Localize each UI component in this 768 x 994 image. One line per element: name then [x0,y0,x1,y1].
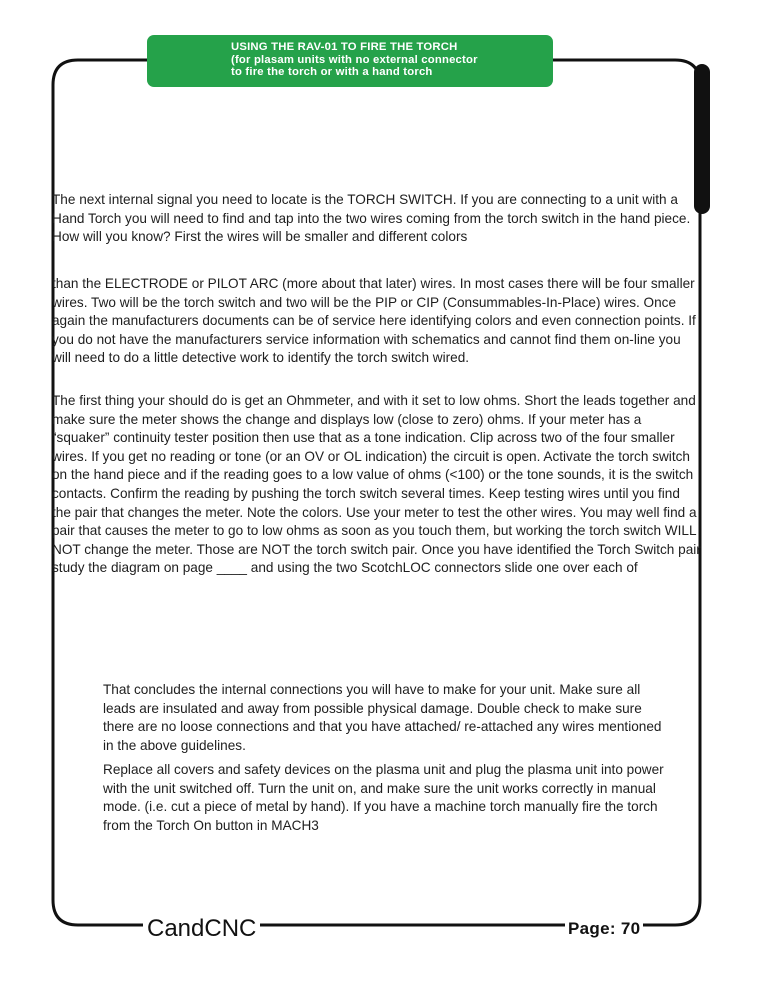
header-subtitle-2: to fire the torch or with a hand torch [231,66,433,78]
paragraph-torch-switch-intro: The next internal signal you need to locate is the TORCH SWITCH. If you are connecting to a unit with a Hand Torch you will need to find and tap into the two wires coming from the torch switch in the hand piece. How will you know? First the wires will be smaller and different colors [52,192,691,245]
section-header [147,35,553,87]
paragraph-wire-identification: than the ELECTRODE or PILOT ARC (more about that later) wires. In most cases there will be four smaller wires. Two will be the torch switch and two will be the PIP or CIP (Consummables-In-Place) wires. Once again the manufacturers documents can be of service here identifying colors and even connection points. If you do not have the manufacturers service information with schematics and cannot find them on-line you will need to do a little detective work to identify the torch switch wired. [52,276,696,366]
paragraph-conclusion: That concludes the internal connections you will have to make for your unit. Make sure all leads are insulated and away from possible physical damage. Double check to make sure there are no loose connections and that you have attached/ re-attached any wires mentioned in the above guidelines. [103,682,662,753]
header-subtitle-1: (for plasam units with no external connector [231,53,478,66]
page-number: Page: 70 [565,919,643,939]
paragraph-final-check: Replace all covers and safety devices on the plasma unit and plug the plasma unit into power with the unit switched off. Turn the unit on, and make sure the unit works correctly in manual mode. (i.e. cut a piece of metal by hand). If you have a machine torch manually fire the torch from the Torch On button in MACH3 [103,762,664,833]
paragraph-ohmmeter-test: The first thing your should do is get an Ohmmeter, and with it set to low ohms. Short the leads together and make sure the meter shows the change and displays low (close to zero) ohms. If your meter has a “squaker” continuity tester position then use that as a tone indication. Clip across two of the four smaller wires. If you get no reading or tone (or an OV or OL indication) the circuit is open. Activate the torch switch on the hand piece and if the reading goes to a low value of ohms (<100) or the tone sounds, it is the switch contacts. Confirm the reading by pushing the torch switch several times. Keep testing wires until you find the pair that changes the meter. Note the colors. Use your meter to test the other wires. You may well find a pair that causes the meter to go to low ohms as soon as you touch them, but working the torch switch WILL NOT change the meter. Those are NOT the torch switch pair. Once you have identified the Torch Switch pair study the diagram on page ____ and using the two ScotchLOC connectors slide one over each of [52,393,701,576]
side-tab [694,64,710,214]
footer-brand: CandCNC [143,915,260,943]
header-title: USING THE RAV-01 TO FIRE THE TORCH [231,41,458,53]
